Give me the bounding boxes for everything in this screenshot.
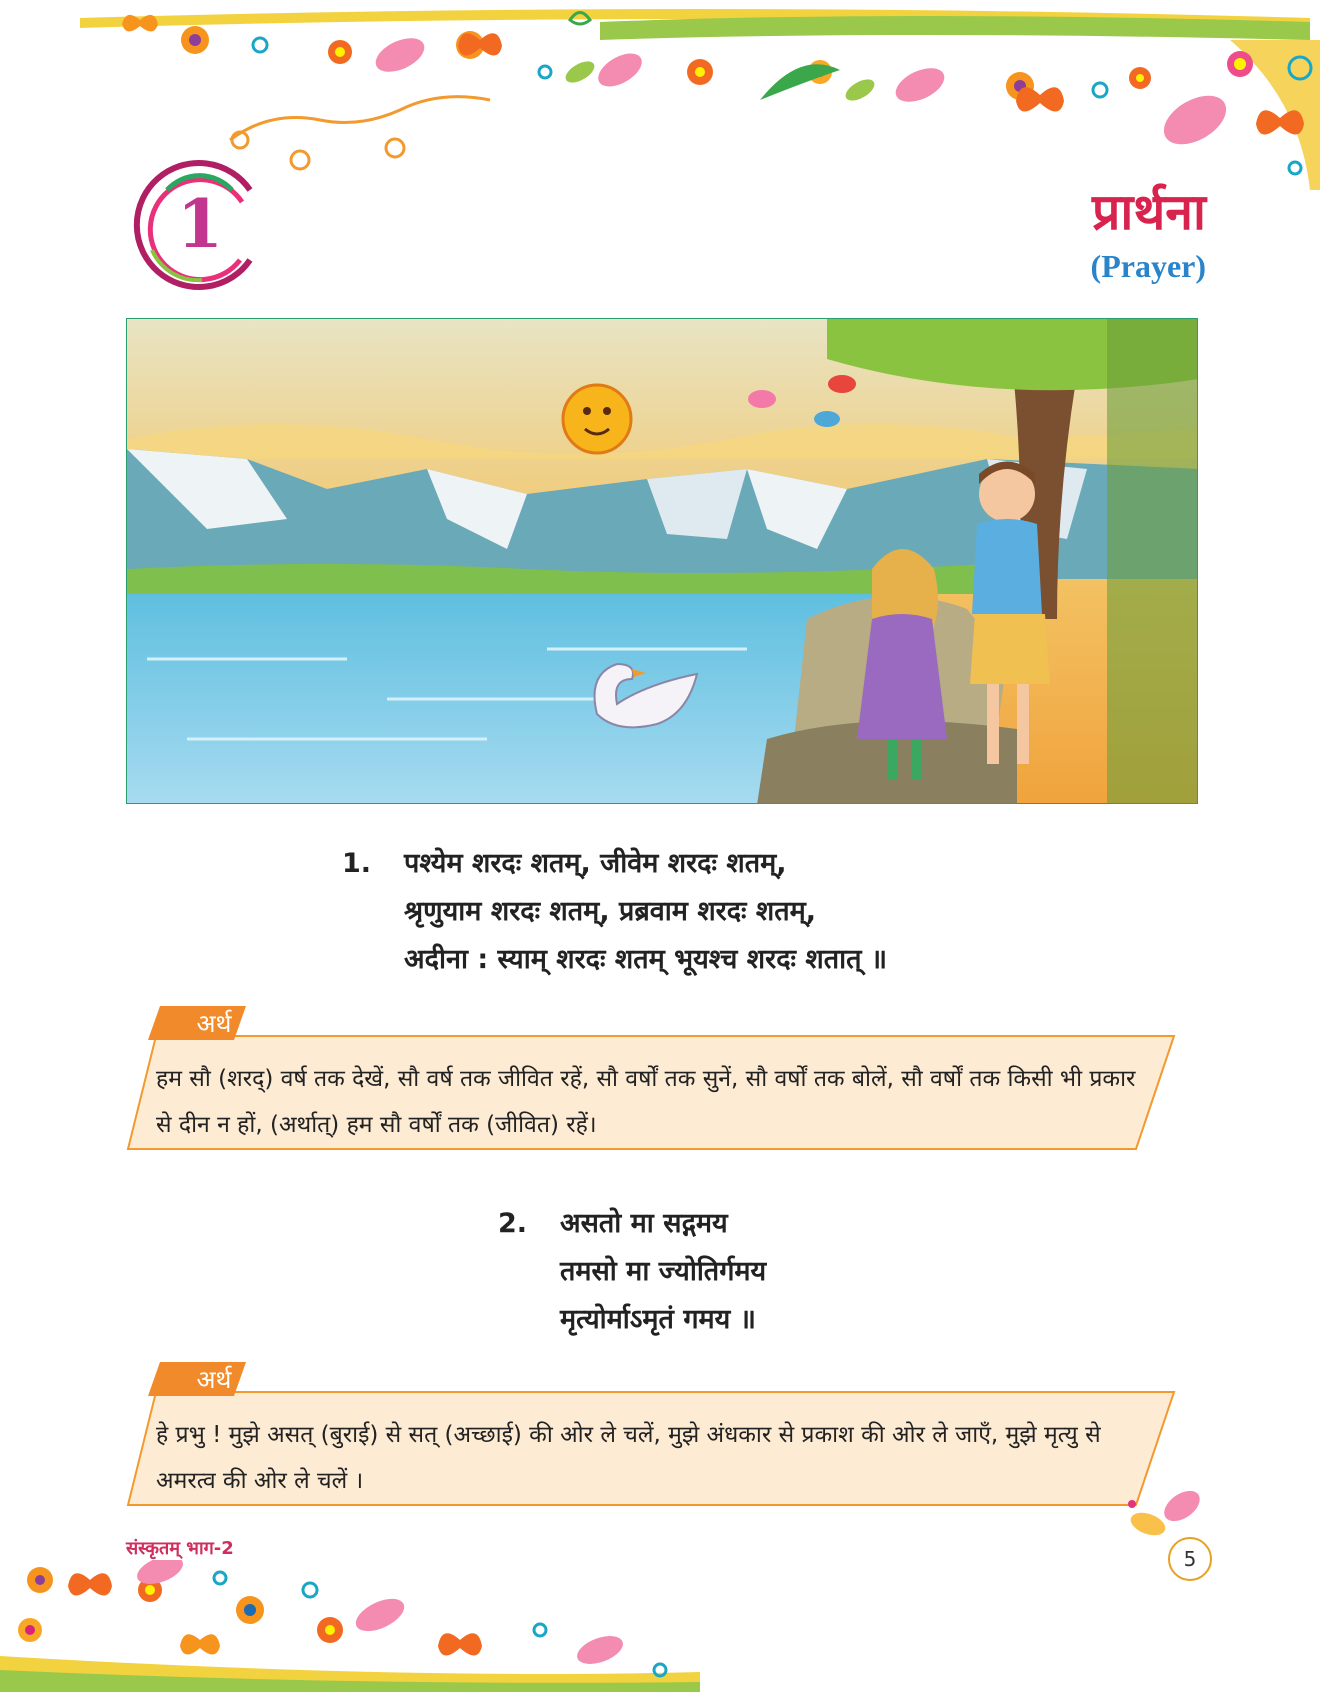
- flower-icon: [18, 1567, 343, 1643]
- verse-line: श्रृणुयाम शरदः शतम्, प्रब्रवाम शरदः शतम्,: [404, 896, 817, 927]
- verse-line: मृत्योर्माऽमृतं गमय ॥: [560, 1304, 756, 1335]
- chapter-subtitle: (Prayer): [1090, 248, 1206, 284]
- butterfly-icon: [68, 1573, 482, 1655]
- meaning-label: अर्थ: [196, 1365, 232, 1394]
- chapter-number: 1: [177, 185, 223, 263]
- verse-1: [342, 840, 1042, 990]
- meaning-box-1: [126, 1004, 1196, 1154]
- verse-number: 2.: [498, 1208, 528, 1239]
- verse-line: असतो मा सद्गमय: [560, 1208, 728, 1239]
- verse-2: [498, 1200, 898, 1350]
- verse-line: पश्येम शरदः शतम्, जीवेम शरदः शतम्,: [404, 848, 787, 879]
- page-number: 5: [1168, 1537, 1212, 1581]
- sun-icon: [563, 385, 631, 453]
- verse-line: तमसो मा ज्योतिर्गमय: [560, 1256, 767, 1287]
- verse-line: अदीना : स्याम् शरदः शतम् भूयश्च शरदः शतात् ॥: [404, 944, 888, 975]
- bottom-decorative-banner: [0, 1560, 1332, 1692]
- meaning-box-2: [126, 1360, 1196, 1510]
- verse-number: 1.: [342, 848, 372, 879]
- meaning-label: अर्थ: [196, 1009, 232, 1038]
- meaning-text: हम सौ (शरद्) वर्ष तक देखें, सौ वर्ष तक जीवित रहें, सौ वर्षों तक सुनें, सौ वर्षों तक बोलें, सौ वर्षों तक किसी भी प्रकार से दीन न हों, (अर्थात्) हम सौ वर्षों तक (जीवित) रहें।: [156, 1066, 1136, 1138]
- book-title: संस्कृतम् भाग-2: [126, 1538, 234, 1559]
- meaning-text: हे प्रभु ! मुझे असत् (बुराई) से सत् (अच्छाई) की ओर ले चलें, मुझे अंधकार से प्रकाश की ओर ले जाएँ, मुझे मृत्यु से अमरत्व की ओर ले चलें ।: [156, 1422, 1101, 1494]
- prayer-illustration: [126, 318, 1198, 804]
- chapter-title: प्रार्थना: [1091, 183, 1206, 241]
